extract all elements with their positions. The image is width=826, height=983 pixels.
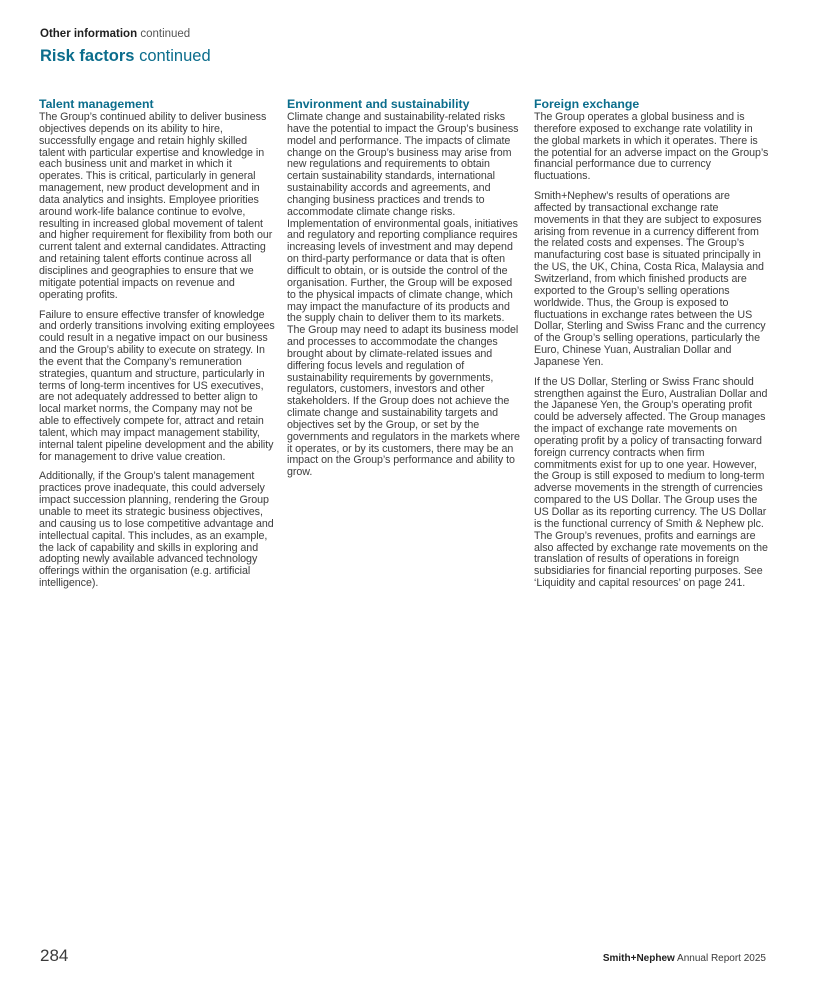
- paragraph: Additionally, if the Group’s talent management practices prove inadequate, this could adversely impact succession planning, rendering the Group unable to meet its strategic business objectives, and causing us to lose competitive advantage and intellectual capital. This includes, as an example, the lack of capability and skills in exploring and adopting newly available advanced technology offerings within the organisation (e.g. artificial intelligence).: [39, 470, 274, 590]
- column-environment-sustainability: [287, 97, 523, 487]
- paragraph: Climate change and sustainability-related risks have the potential to impact the Group’s business model and performance. The impacts of climate change on the Group’s business may arise from new regulations and requirements to obtain certain sustainability standards, international sustainability accords and agreements, and changing business practices and trends to accommodate climate change risks. Implementation of environmental goals, initiatives and regulatory and reporting compliance requires increasing levels of investment and may depend on third-party performance or data that is often difficult to obtain, or is outside the control of the organisation. Further, the Group will be exposed to the physical impacts of climate change, which may impact the manufacture of its products and the supply chain to deliver them to its markets. The Group may need to adapt its business model and processes to accommodate the changes brought about by climate-related issues and differing focus levels and regulation of sustainability requirements by governments, regulators, customers, investors and other stakeholders. If the Group does not achieve the climate change and sustainability targets and objectives set by the Group, or set by the governments and regulators in the markets where it operates, or by its customers, there may be an impact on the Group’s performance and ability to grow.: [287, 111, 520, 479]
- page-number: 284: [40, 946, 69, 965]
- heading-environment-sustainability: Environment and sustainability: [287, 97, 470, 111]
- section-label: [40, 27, 780, 41]
- paragraph: If the US Dollar, Sterling or Swiss Franc should strengthen against the Euro, Australian Dollar and the Japanese Yen, the Group’s operating profit could be adversely affected. The Group manages the impact of exchange rate movements on operating profit by a policy of transacting forward foreign currency contracts when firm commitments exist for up to one year. However, the Group is still exposed to medium to long-term adverse movements in the strength of currencies compared to the US Dollar. The Group uses the US Dollar as its reporting currency. The US Dollar is the functional currency of Smith & Nephew plc. The Group’s revenues, profits and earnings are also affected by exchange rate movements on the translation of results of operations in foreign subsidiaries for financial reporting purposes. See ‘Liquidity and capital resources’ on page 241.: [534, 375, 768, 590]
- paragraph: Smith+Nephew’s results of operations are affected by transactional exchange rate movements in that they are subject to exposures arising from revenue in a currency different from the related costs and expenses. The Group’s manufacturing cost base is situated principally in the US, the UK, China, Costa Rica, Malaysia and Switzerland, from which finished products are exported to the Group’s selling operations worldwide. Thus, the Group is exposed to fluctuations in exchange rates between the US Dollar, Sterling and Swiss Franc and the currency of the Group’s selling operations, particularly the Euro, Chinese Yuan, Australian Dollar and Japanese Yen.: [534, 190, 766, 368]
- heading-talent-management: Talent management: [39, 97, 154, 111]
- paragraph: Failure to ensure effective transfer of knowledge and orderly transitions involving exiting employees could result in a negative impact on our business and the Group’s ability to execute on strategy. In the event that the Company’s remuneration strategies, quantum and structure, particularly in terms of long-term incentives for US executives, are not adequately addressed to better align to local market norms, the Company may not be able to effectively compete for, attract and retain talent, which may impact management stability, internal talent pipeline development and the ability for management to drive value creation.: [39, 308, 275, 463]
- paragraph: The Group operates a global business and is therefore exposed to exchange rate volatility in the global markets in which it operates. There is the potential for an adverse impact on the Group’s financial performance due to currency fluctuations.: [534, 111, 769, 183]
- section-continued: continued: [140, 28, 191, 40]
- section-name: Other information: [40, 28, 138, 40]
- column-foreign-exchange: [534, 97, 770, 598]
- page-header: [40, 27, 780, 66]
- brand-name: Smith+Nephew: [602, 953, 675, 964]
- paragraph: The Group’s continued ability to deliver business objectives depends on its ability to hire, successfully engage and retain highly skilled talent with particular expertise and knowledge in each business unit and market in which it operates. This is critical, particularly in general management, new product development and in data analytics and insights. Employee priorities around work-life balance continue to evolve, resulting in increased global movement of talent and higher requirement for flexibility from both our current talent and external candidates. Attracting and retaining talent efforts continue across all disciplines and geographies to ensure that we mitigate potential impacts on revenue and operating profits.: [39, 111, 273, 301]
- heading-foreign-exchange: Foreign exchange: [534, 97, 640, 111]
- page-title-text: Risk factors: [40, 47, 135, 65]
- report-name: Annual Report 2025: [677, 953, 766, 964]
- footer-brand: [603, 953, 766, 964]
- page-title-continued: continued: [139, 47, 211, 65]
- page-title: [40, 46, 780, 66]
- column-talent-management: [39, 97, 275, 598]
